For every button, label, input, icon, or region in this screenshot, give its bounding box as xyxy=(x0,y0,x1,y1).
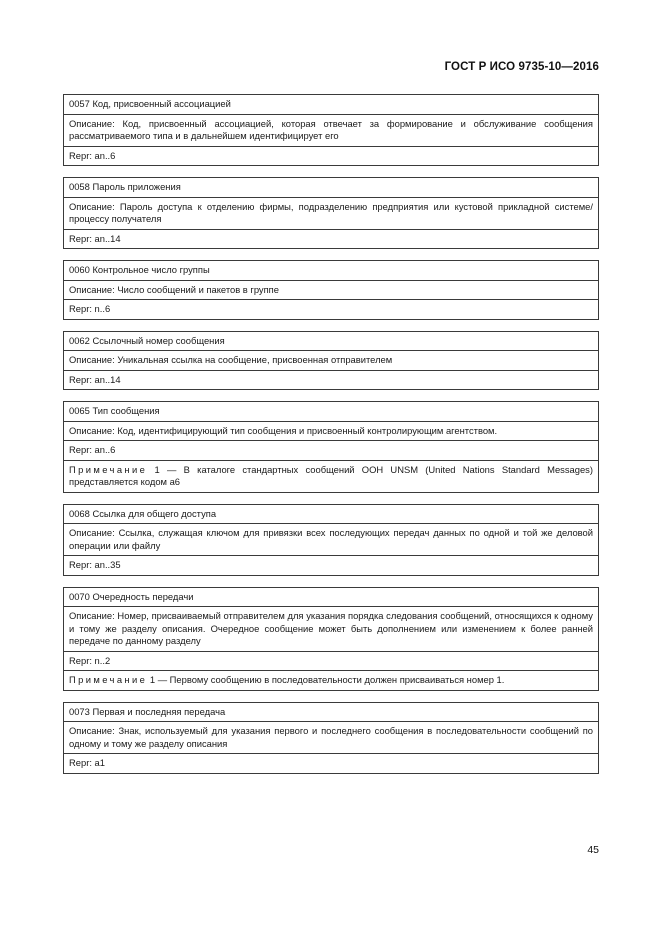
entry-title: 0065 Тип сообщения xyxy=(69,405,160,416)
entry-representation: Repr: an..14 xyxy=(64,370,598,390)
entry-description: Описание: Пароль доступа к отделению фирмы, подразделению предприятия или кустовой прикладной системе/процессу получателя xyxy=(64,197,598,229)
entry-title: 0060 Контрольное число группы xyxy=(69,264,210,275)
note-text: 1 — Первому сообщению в последовательности должен присваиваться номер 1. xyxy=(147,674,505,685)
entry-representation: Repr: an..35 xyxy=(64,555,598,575)
note-label: Примечание xyxy=(69,463,148,475)
entry-title: 0070 Очередность передачи xyxy=(69,590,194,602)
entry-description: Описание: Код, идентифицирующий тип сообщения и присвоенный контролирующим агентством. xyxy=(64,421,598,441)
entry-title: 0057 Код, присвоенный ассоциацией xyxy=(69,98,231,109)
data-element-0060 xyxy=(63,260,599,320)
data-element-0062 xyxy=(63,331,599,391)
data-element-0065 xyxy=(63,401,599,493)
data-element-0058 xyxy=(63,177,599,249)
entry-description: Описание: Код, присвоенный ассоциацией, которая отвечает за формирование и обслуживание сообщения рассматриваемого типа и в дальнейшем идентифицирует его xyxy=(64,114,598,146)
entry-representation: Repr: n..2 xyxy=(64,651,598,671)
data-element-0073 xyxy=(63,702,599,774)
entry-description: Описание: Номер, присваиваемый отправителем для указания порядка следования сообщений, относящихся к одному и тому же разделу описания. Очередное сообщение может быть дополнением или изменением к более ранней передаче по данному разделу xyxy=(64,606,598,651)
entry-title: 0058 Пароль приложения xyxy=(69,181,181,192)
entry-representation: Repr: an..6 xyxy=(64,146,598,166)
entry-description: Описание: Ссылка, служащая ключом для привязки всех последующих передач данных по одной и той же деловой операции или файлу xyxy=(64,523,598,555)
data-element-0068 xyxy=(63,504,599,576)
entry-title: 0068 Ссылка для общего доступа xyxy=(69,507,217,519)
page-number: 45 xyxy=(587,844,599,856)
entry-note xyxy=(64,670,598,690)
document-header-standard-id: ГОСТ Р ИСО 9735-10—2016 xyxy=(444,61,599,73)
entry-representation: Repr: n..6 xyxy=(64,299,598,319)
note-text: 1 — В каталоге стандартных сообщений ООН UNSM (United Nations Standard Messages) представляется кодом a6 xyxy=(69,463,593,487)
entry-note xyxy=(64,460,598,492)
data-element-0070 xyxy=(63,587,599,691)
entry-representation: Repr: an..14 xyxy=(64,229,598,249)
data-element-list xyxy=(63,94,599,785)
entry-description: Описание: Уникальная ссылка на сообщение, присвоенная отправителем xyxy=(64,350,598,370)
entry-title: 0062 Ссылочный номер сообщения xyxy=(69,334,225,346)
entry-representation: Repr: a1 xyxy=(64,753,598,773)
data-element-0057 xyxy=(63,94,599,166)
entry-representation: Repr: an..6 xyxy=(64,440,598,460)
entry-description: Описание: Знак, используемый для указания первого и последнего сообщения в последовательности сообщений по одному и тому же разделу описания xyxy=(64,721,598,753)
entry-title: 0073 Первая и последняя передача xyxy=(69,705,226,717)
entry-description: Описание: Число сообщений и пакетов в группе xyxy=(64,280,598,300)
note-label: Примечание xyxy=(69,674,148,685)
